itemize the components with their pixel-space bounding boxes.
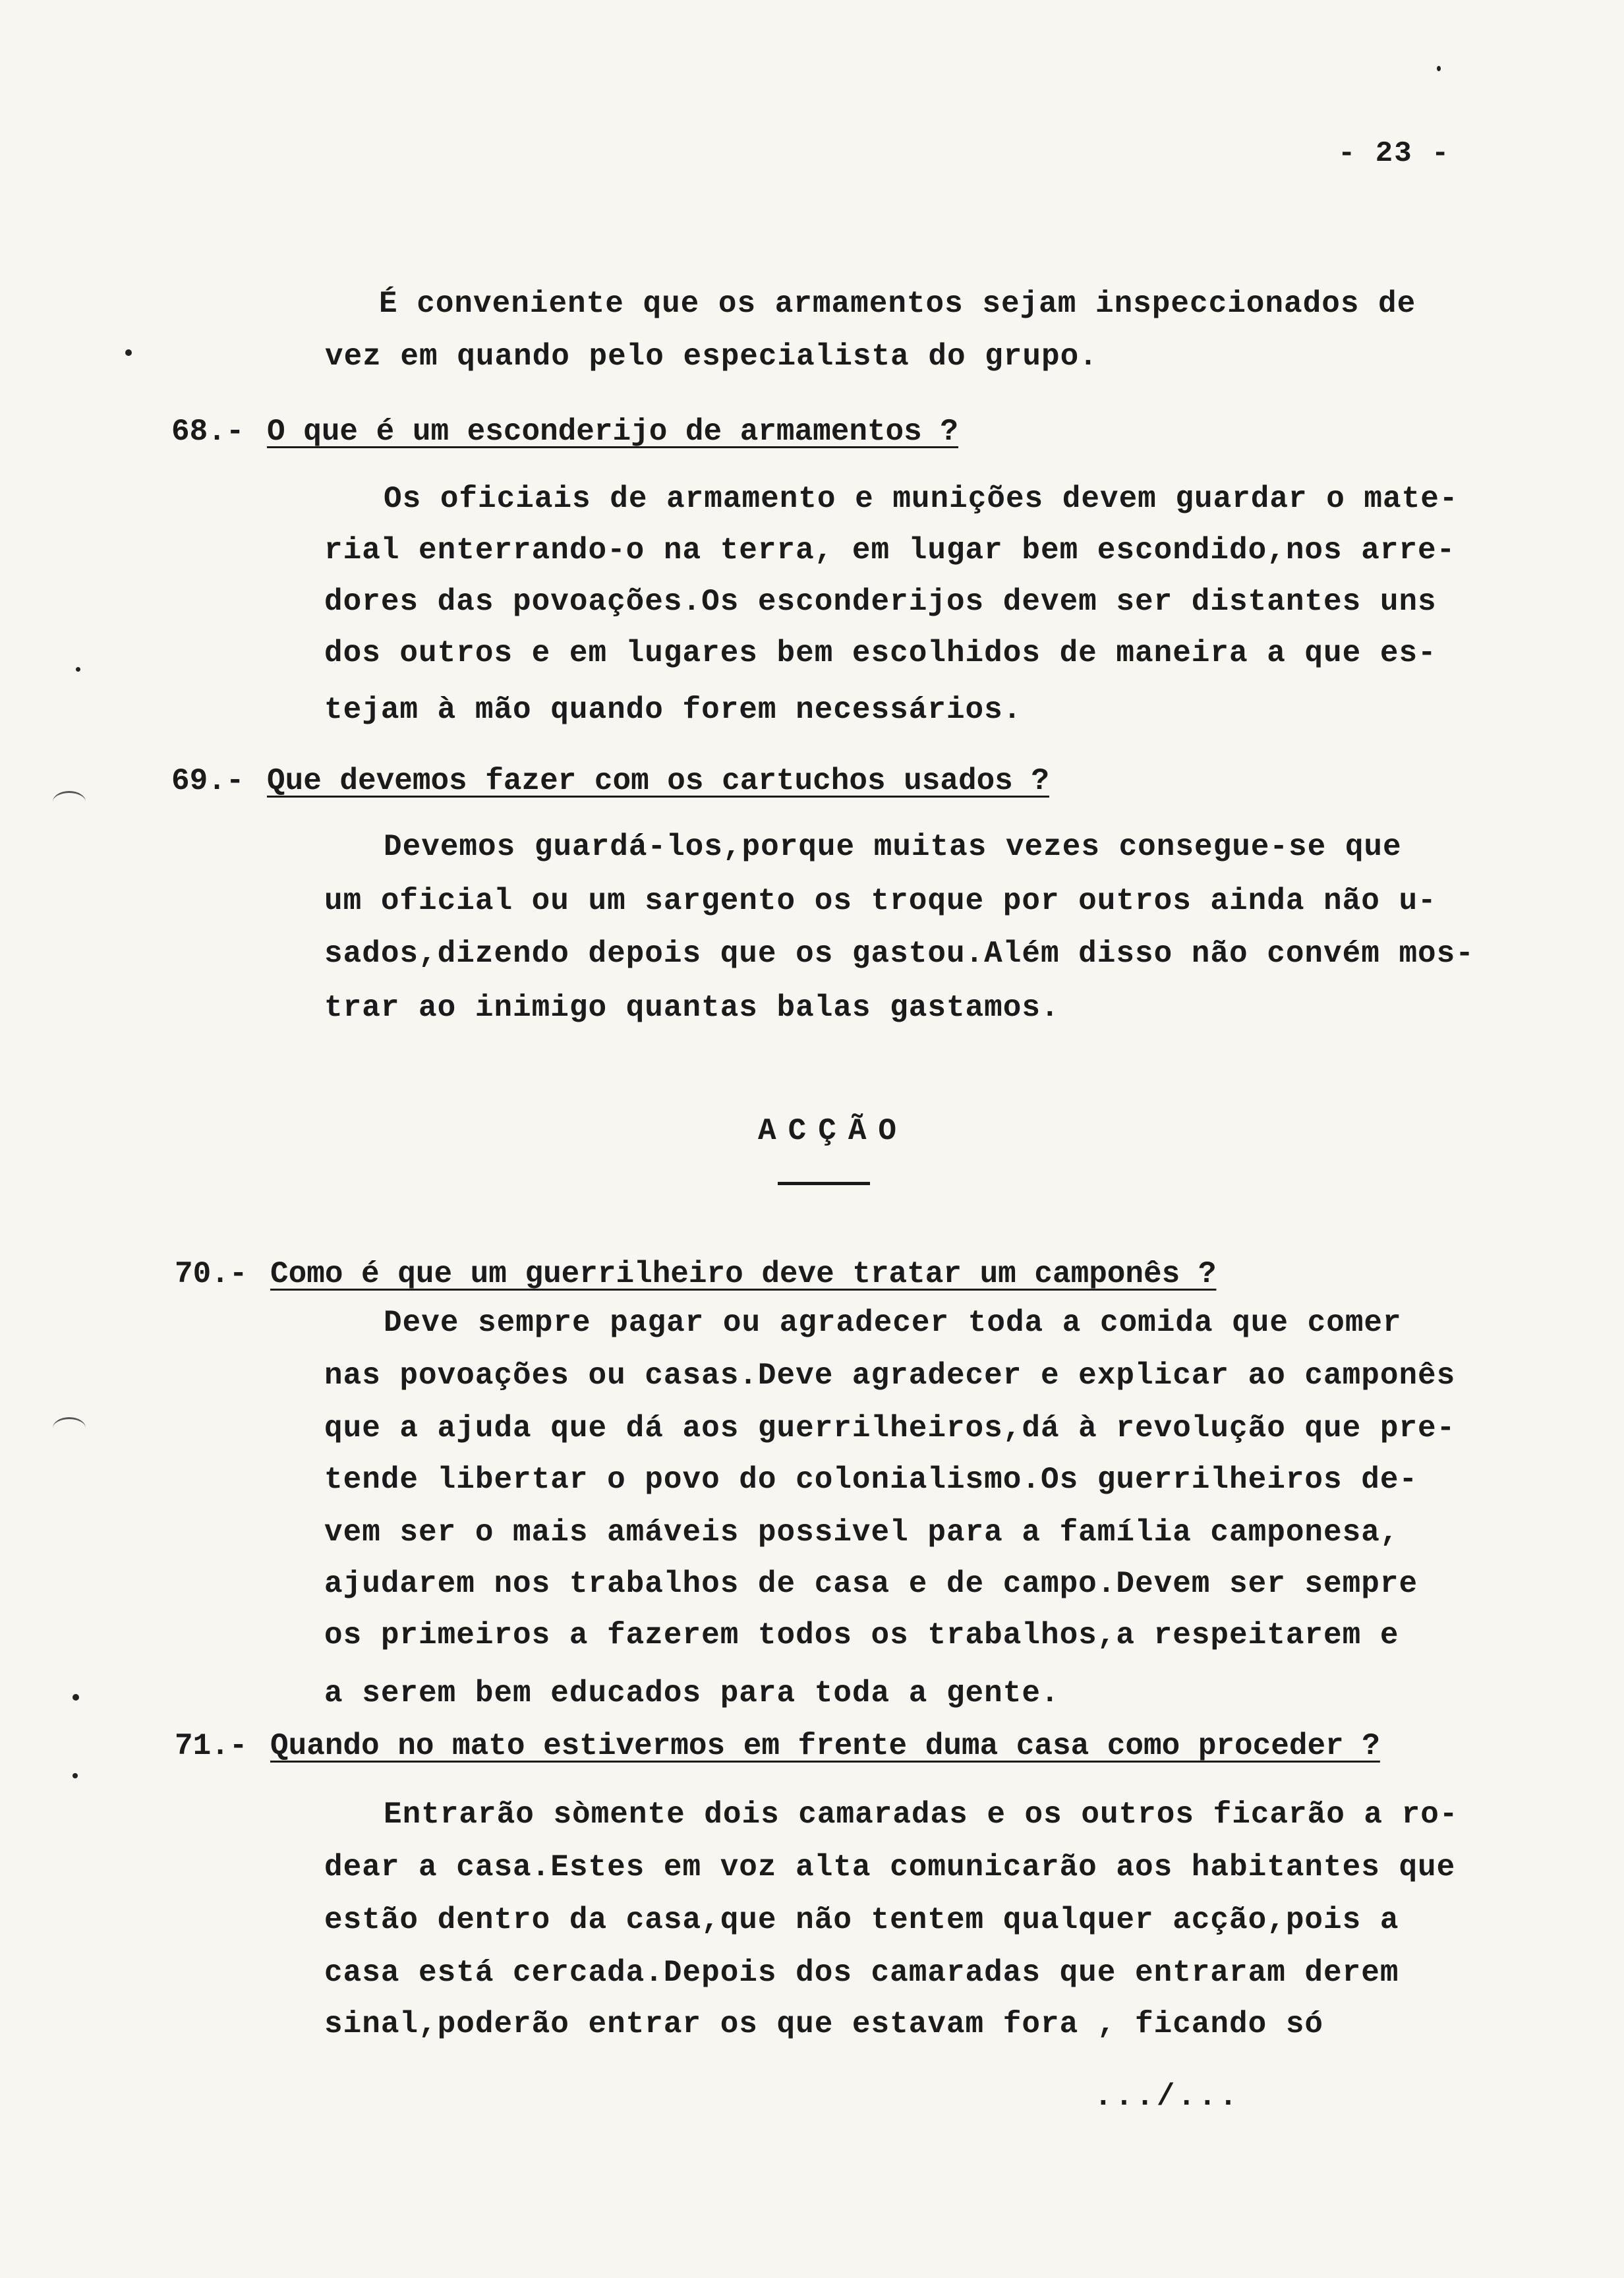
scan-speck [72, 1773, 78, 1778]
answer-line: dores das povoações.Os esconderijos devem ser distantes uns [324, 585, 1437, 619]
item-number: 69.- [171, 764, 245, 798]
answer-line: Devemos guardá-los,porque muitas vezes consegue-se que [384, 830, 1402, 864]
scan-speck [125, 349, 132, 356]
answer-line: ajudarem nos trabalhos de casa e de campo.Devem ser sempre [324, 1567, 1418, 1601]
answer-line: rial enterrando-o na terra, em lugar bem escondido,nos arre- [324, 533, 1456, 568]
answer-line: nas povoações ou casas.Deve agradecer e explicar ao camponês [324, 1358, 1456, 1393]
answer-line: tejam à mão quando forem necessários. [324, 693, 1022, 727]
question-heading: Quando no mato estivermos em frente duma casa como proceder ? [270, 1729, 1380, 1763]
answer-line: dos outros e em lugares bem escolhidos de maneira a que es- [324, 636, 1437, 670]
answer-line: sinal,poderão entrar os que estavam fora , ficando só [324, 2007, 1324, 2041]
scan-speck [1437, 66, 1441, 71]
scan-mark [53, 1417, 86, 1439]
answer-line: sados,dizendo depois que os gastou.Além disso não convém mos- [324, 937, 1474, 971]
answer-line: Entrarão sòmente dois camaradas e os outros ficarão a ro- [384, 1797, 1459, 1832]
answer-line: casa está cercada.Depois dos camaradas que entraram derem [324, 1956, 1399, 1990]
section-title-rule [778, 1182, 870, 1185]
section-title: ACÇÃO [758, 1114, 909, 1148]
answer-line: estão dentro da casa,que não tentem qualquer acção,pois a [324, 1903, 1399, 1937]
page-number: - 23 - [1338, 137, 1451, 170]
answer-line: vem ser o mais amáveis possivel para a família camponesa, [324, 1515, 1399, 1550]
intro-line: É conveniente que os armamentos sejam inspeccionados de [379, 287, 1416, 321]
answer-line: Deve sempre pagar ou agradecer toda a comida que comer [384, 1306, 1402, 1340]
intro-line: vez em quando pelo especialista do grupo. [325, 339, 1098, 374]
scan-speck [76, 667, 80, 672]
answer-line: a serem bem educados para toda a gente. [324, 1676, 1060, 1710]
scan-speck [72, 1694, 79, 1701]
item-number: 71.- [175, 1729, 248, 1763]
answer-line: um oficial ou um sargento os troque por outros ainda não u- [324, 884, 1437, 918]
scan-mark [53, 791, 86, 813]
item-number: 70.- [175, 1257, 248, 1291]
continuation-mark: .../... [1094, 2080, 1240, 2114]
answer-line: Os oficiais de armamento e munições devem guardar o mate- [384, 482, 1459, 516]
question-heading: O que é um esconderijo de armamentos ? [267, 415, 958, 449]
answer-line: dear a casa.Estes em voz alta comunicarão aos habitantes que [324, 1850, 1456, 1884]
item-number: 68.- [171, 415, 245, 449]
question-heading: Que devemos fazer com os cartuchos usados ? [267, 764, 1049, 798]
answer-line: os primeiros a fazerem todos os trabalhos,a respeitarem e [324, 1618, 1399, 1652]
question-heading: Como é que um guerrilheiro deve tratar um camponês ? [270, 1257, 1217, 1291]
answer-line: trar ao inimigo quantas balas gastamos. [324, 991, 1060, 1025]
answer-line: tende libertar o povo do colonialismo.Os guerrilheiros de- [324, 1463, 1418, 1497]
answer-line: que a ajuda que dá aos guerrilheiros,dá à revolução que pre- [324, 1411, 1456, 1446]
